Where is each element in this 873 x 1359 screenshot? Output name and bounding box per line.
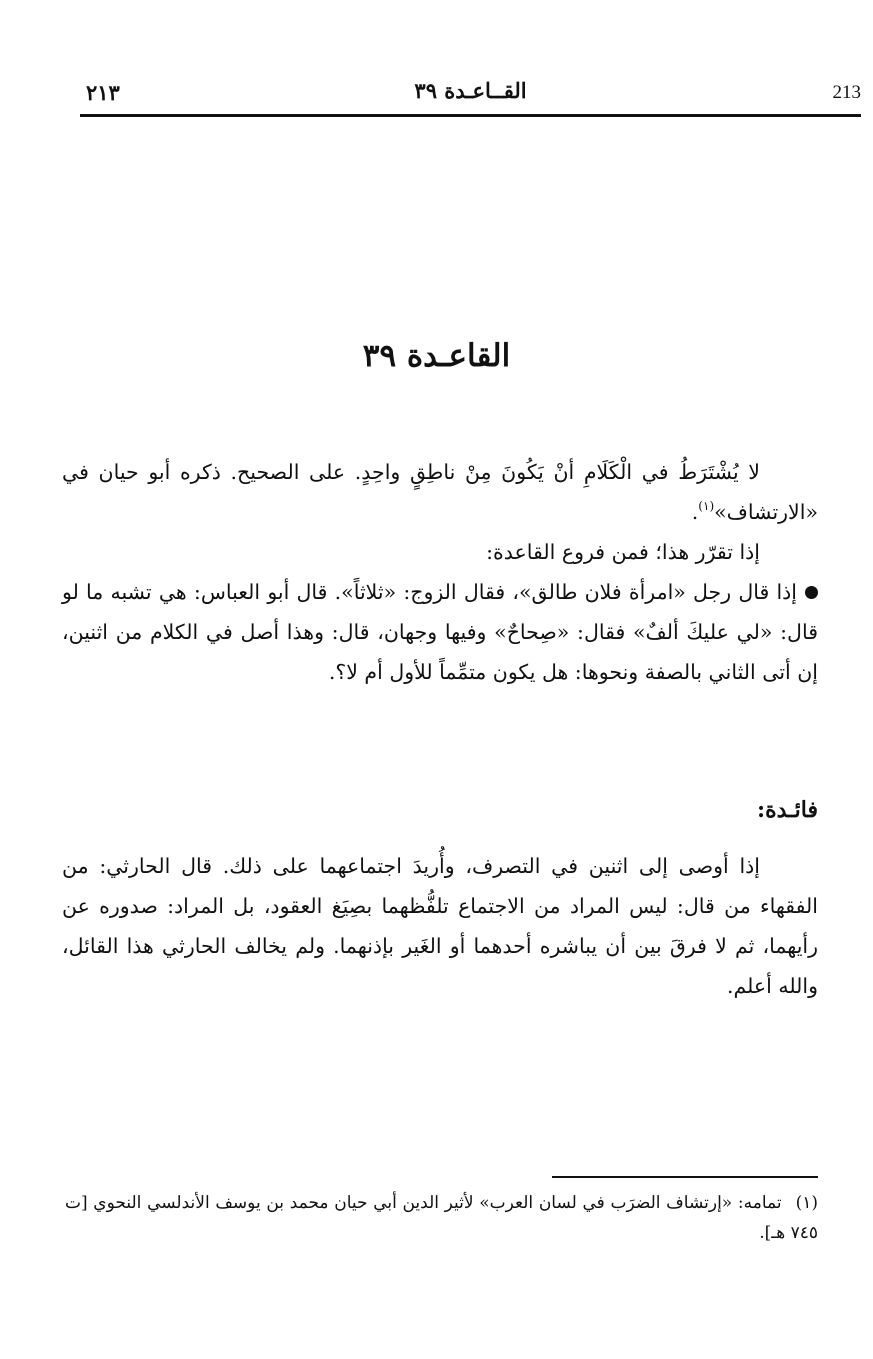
paragraph-branches-intro: إذا تقرّر هذا؛ فمن فروع القاعدة: <box>486 540 760 564</box>
page-number-latin: 213 <box>832 82 861 103</box>
paragraph-example <box>62 572 818 692</box>
footnote-rule <box>552 1176 818 1178</box>
running-title: القــاعـدة ٣٩ <box>414 78 527 103</box>
footnote-mark: (١) <box>698 499 715 513</box>
section-heading: فائـدة: <box>757 797 818 823</box>
paragraph-text: إذا قال رجل «امرأة فلان طالق»، فقال الزوج: «ثلاثاً». قال أبو العباس: هي تشبه ما لو قال: «لي عليكَ ألفٌ» فقال: «صِحاحٌ» وفيها وجهان، قال: وهذا أصل في الكلام من اثنين، إن أتى الثاني بالصفة ونحوها: هل يكون متمِّماً للأول أم لا؟. <box>62 580 818 684</box>
main-text <box>62 452 818 692</box>
section-paragraph: إذا أوصى إلى اثنين في التصرف، وأُريدَ اجتماعهما على ذلك. قال الحارثي: من الفقهاء من قال: ليس المراد من الاجتماع تلفُّظهما بصِيَغ العقود، بل المراد: صدوره عن رأيهما، ثم لا فرقَ بين أن يباشره أحدهما أو الغَير بإذنهما. ولم يخالف الحارثي هذا القائل، والله أعلم. <box>62 854 818 998</box>
bullet-icon <box>805 586 818 599</box>
footnote <box>65 1188 818 1248</box>
section-text-block <box>62 846 818 1006</box>
paragraph-text: لا يُشْتَرَطُ في الْكَلَامِ أنْ يَكُونَ مِنْ ناطِقٍ واحِدٍ. على الصحيح. ذكره أبو حيان في «الارتشاف» <box>62 460 818 524</box>
page-title: القاعـدة ٣٩ <box>362 338 511 374</box>
footnote-text: تمامه: «إرتشاف الضرَب في لسان العرب» لأثير الدين أبي حيان محمد بن يوسف الأندلسي النحوي [ت ٧٤٥ هـ]. <box>65 1193 818 1243</box>
header-rule <box>80 114 861 117</box>
paragraph-rule-statement <box>62 452 818 532</box>
page-number-arabic: ٢١٣ <box>86 80 120 105</box>
paragraph-tail: . <box>691 500 699 524</box>
page-header <box>80 72 861 116</box>
footnote-number: (١) <box>795 1193 818 1213</box>
